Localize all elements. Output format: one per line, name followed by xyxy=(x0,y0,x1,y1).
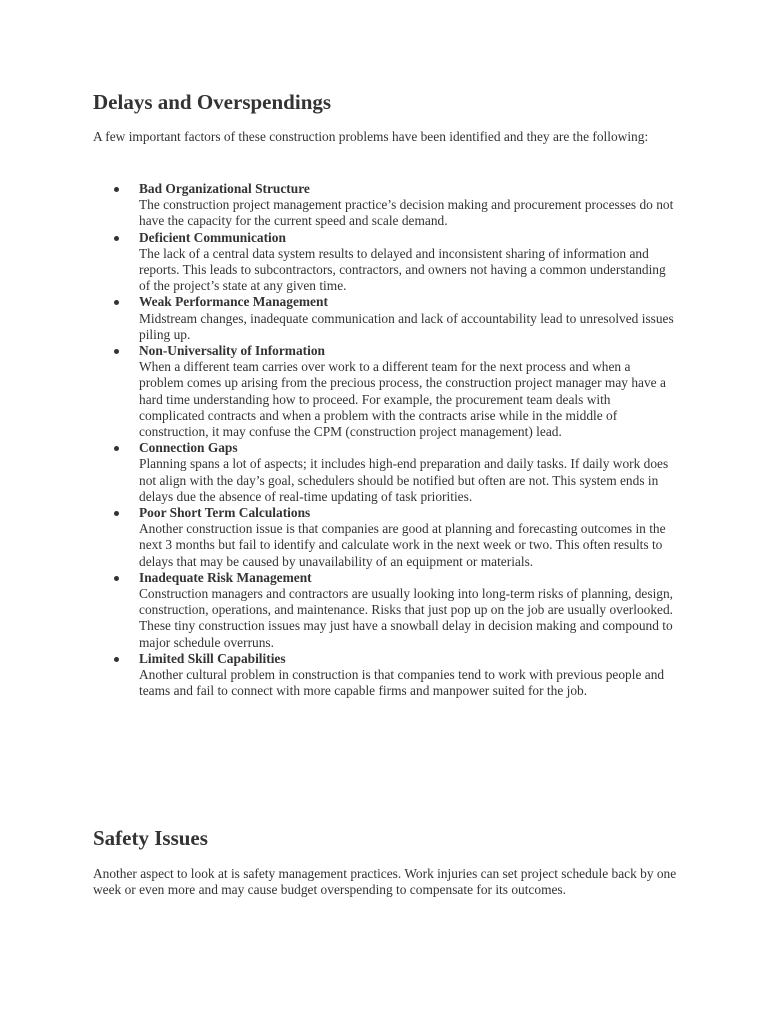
bullet-icon xyxy=(114,300,119,305)
bullet-icon xyxy=(114,187,119,192)
factor-body: Another construction issue is that companies are good at planning and forecasting outcomes in the next 3 months but fail to identify and calculate work in the next week or two. This often results to delays that may be caused by unavailability of an equipment or materials. xyxy=(139,521,666,569)
factor-body: Midstream changes, inadequate communication and lack of accountability lead to unresolved issues piling up. xyxy=(139,310,674,342)
heading-delays: Delays and Overspendings xyxy=(93,90,332,114)
safety-paragraph: Another aspect to look at is safety management practices. Work injuries can set project schedule back by one week or even more and may cause budget overspending to compensate for its outcomes. xyxy=(93,866,677,898)
factor-title: Weak Performance Management xyxy=(139,294,328,310)
list-item xyxy=(93,181,693,230)
factor-title: Connection Gaps xyxy=(139,440,238,456)
factor-body: When a different team carries over work to a different team for the next process and when a problem comes up arising from the precious process, the construction project manager may have a hard time understanding how to proceed. For example, the procurement team deals with complicated contracts and when a problem with the contracts arise while in the middle of construction, it may confuse the CPM (construction project management) lead. xyxy=(139,359,666,440)
list-item xyxy=(93,505,693,570)
factor-body: The construction project management practice’s decision making and procurement processes do not have the capacity for the current speed and scale demand. xyxy=(139,197,674,229)
list-item xyxy=(93,230,693,295)
factor-body: The lack of a central data system results to delayed and inconsistent sharing of information and reports. This leads to subcontractors, contractors, and owners not having a common understanding of the project’s state at any given time. xyxy=(139,245,666,294)
factor-title: Inadequate Risk Management xyxy=(139,569,312,585)
factors-list xyxy=(93,181,693,700)
bullet-icon xyxy=(114,446,119,451)
bullet-icon xyxy=(114,511,119,516)
factor-body: Construction managers and contractors are usually looking into long-term risks of planning, design, construction, operations, and maintenance. Risks that just pop up on the job are usually overlooked. These tiny construction issues may just have a snowball delay in decision making and compound to major schedule overruns. xyxy=(139,586,674,650)
intro-paragraph: A few important factors of these construction problems have been identified and they are the following: xyxy=(93,129,649,144)
list-item xyxy=(93,294,693,343)
factor-title: Limited Skill Capabilities xyxy=(139,650,286,666)
bullet-icon xyxy=(114,576,119,581)
bullet-icon xyxy=(114,657,119,662)
factor-title: Deficient Communication xyxy=(139,229,286,245)
list-item xyxy=(93,651,693,700)
heading-safety: Safety Issues xyxy=(93,826,208,850)
factor-title: Poor Short Term Calculations xyxy=(139,505,311,521)
list-item xyxy=(93,343,693,440)
factor-title: Non-Universality of Information xyxy=(139,343,325,359)
list-item xyxy=(93,570,693,651)
factor-title: Bad Organizational Structure xyxy=(139,181,310,196)
bullet-icon xyxy=(114,236,119,241)
bullet-icon xyxy=(114,349,119,354)
factor-body: Planning spans a lot of aspects; it includes high-end preparation and daily tasks. If daily work does not align with the day’s goal, schedulers should be notified but often are not. This system ends in delays due the absence of real-time updating of task priorities. xyxy=(139,456,669,504)
list-item xyxy=(93,440,693,505)
factor-body: Another cultural problem in construction is that companies tend to work with previous people and teams and fail to connect with more capable firms and manpower suited for the job. xyxy=(139,667,665,699)
